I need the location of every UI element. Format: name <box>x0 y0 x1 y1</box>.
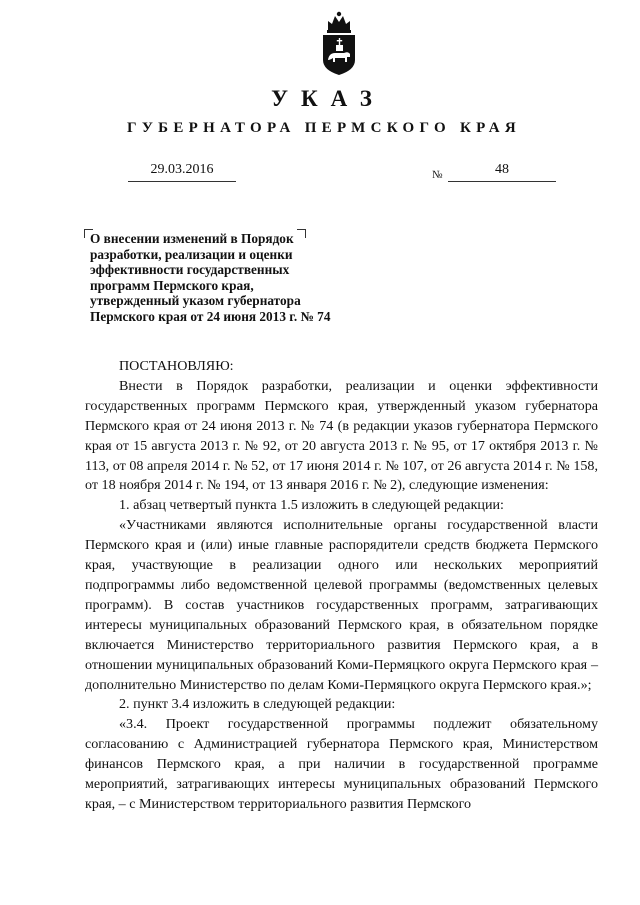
subject-line: Пермского края от 24 июня 2013 г. № 74 <box>90 308 331 324</box>
decree-body <box>85 357 598 815</box>
body-paragraph: 2. пункт 3.4 изложить в следующей редакции: <box>119 696 396 713</box>
document-title: УКАЗ <box>271 86 385 111</box>
decree-date: 29.03.2016 <box>150 162 214 177</box>
number-sign: № <box>432 169 443 181</box>
number-underline <box>448 181 556 182</box>
body-paragraph: «3.4. Проект государственной программы подлежит обязательному согласованию с Администрацией губернатора Пермского края, Министерством финансов Пермского края, а при наличии в государственной программе мероприятий, затрагивающих интересы муниципальных образований Пермского края, – с Министерством территориального развития Пермского <box>85 716 598 812</box>
subject-line: утвержденный указом губернатора <box>90 293 301 309</box>
subject-line: разработки, реализации и оценки <box>90 246 293 262</box>
date-underline <box>128 181 236 182</box>
decree-subject <box>90 231 410 325</box>
subject-line: О внесении изменений в Порядок <box>90 231 294 246</box>
decree-word: ПОСТАНОВЛЯЮ: <box>119 358 234 374</box>
coat-of-arms-icon <box>319 10 359 76</box>
document-subtitle: ГУБЕРНАТОРА ПЕРМСКОГО КРАЯ <box>126 120 521 136</box>
subject-line: эффективности государственных <box>90 262 290 278</box>
body-paragraph: Внести в Порядок разработки, реализации и оценки эффективности государственных программ Пермского края, утвержденный указом губернатора Пермского края от 24 июня 2013 г. № 74 (в редакции указов губернатора Пермского края от 15 августа 2013 г. № 92, от 20 августа 2013 г. № 95, от 17 октября 2013 г. № 113, от 08 апреля 2014 г. № 52, от 17 июня 2014 г. № 107, от 26 августа 2014 г. № 158, от 18 ноября 2014 г. № 194, от 13 января 2016 г. № 2), следующие изменения: <box>85 377 598 494</box>
body-paragraph: 1. абзац четвертый пункта 1.5 изложить в следующей редакции: <box>119 497 504 514</box>
decree-number: 48 <box>495 162 509 177</box>
subject-line: программ Пермского края, <box>90 277 254 293</box>
body-paragraph: «Участниками являются исполнительные органы государственной власти Пермского края и (или) иные главные распорядители средств бюджета Пермского края, участвующие в реализации одного или нескольких мероприятий подпрограммы либо ведомственной целевой программы (ведомственных целевых программ). В состав участников государственных программ, затрагивающих интересы муниципальных образований Пермского края, в обязательном порядке включается Министерство территориального развития Пермского края, а в отношении муниципальных образований Коми-Пермяцкого округа Пермского края – дополнительно Министерство по делам Коми-Пермяцкого округа Пермского края.»; <box>85 517 598 693</box>
